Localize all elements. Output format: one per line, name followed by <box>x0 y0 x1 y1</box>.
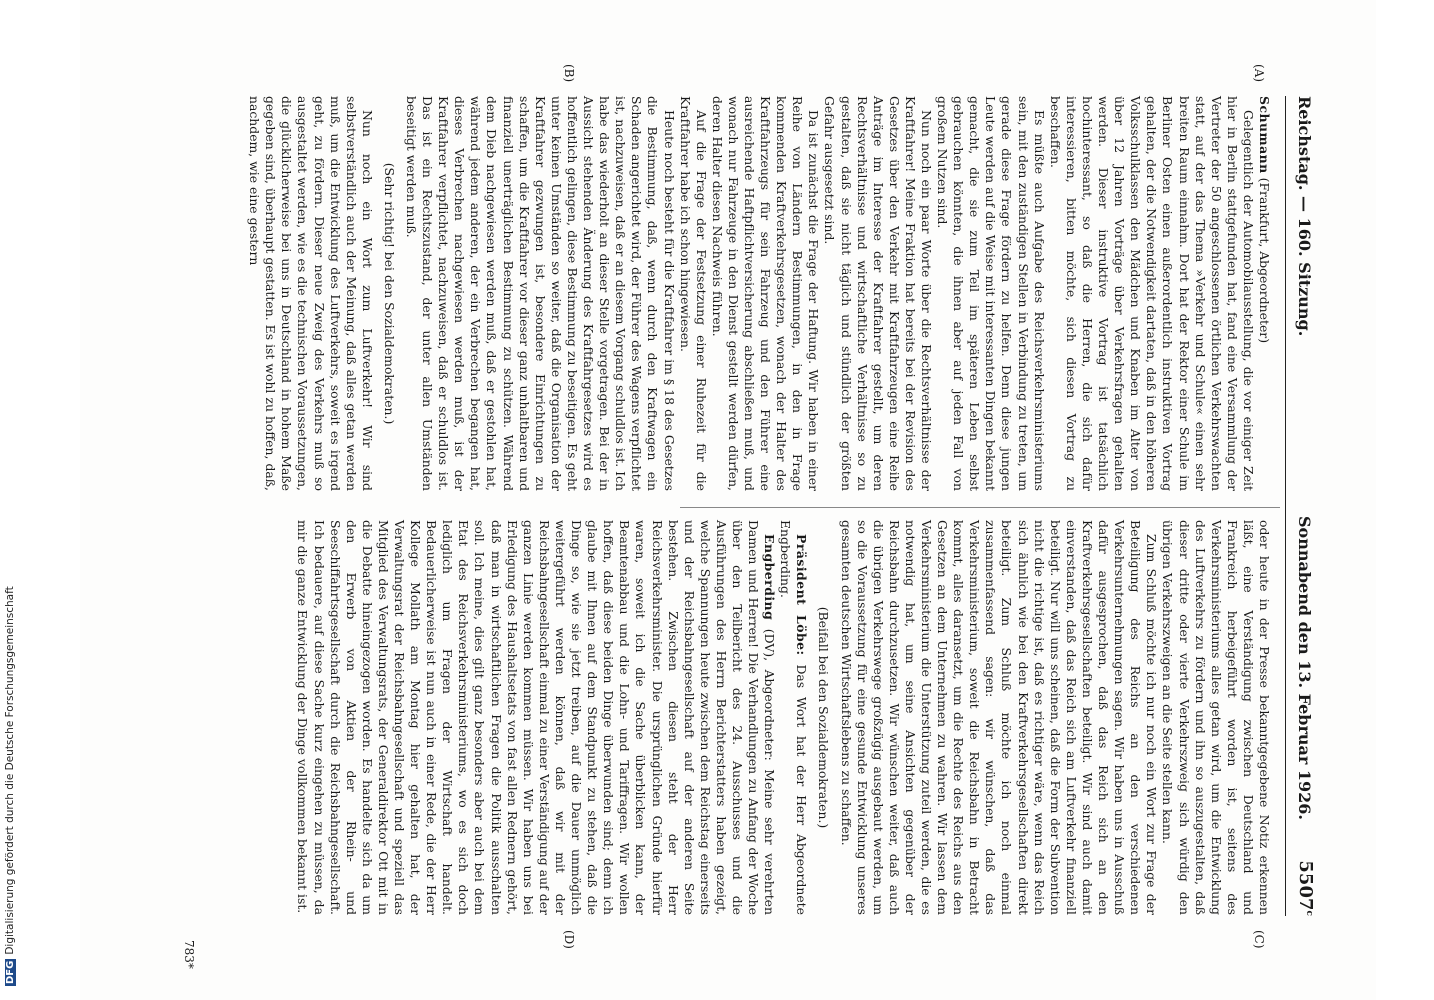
page-header <box>1285 96 1320 916</box>
sheet-mark: 783* <box>182 940 196 969</box>
page-number: 5507$^c$ <box>1295 860 1316 916</box>
paragraph: Es müßte auch Aufgabe des Reichsverkehrsministeriums sein, mit den zuständigen Stellen in Verbindung zu treten, um gerade diese Frage fördern zu helfen. Denn diese jungen Leute werden auf die Weise mit interessanten Dingen bekannt gemacht, die sie zum Teil im späteren Leben selbst gebrauchen könnten, die ihnen aber auf jeden Fall von großem Nutzen sind. <box>935 96 1047 491</box>
header-left: Reichstag. — 160. Sitzung. <box>1295 96 1314 337</box>
paragraph: Nun noch ein Wort zum Luftverkehr! Wir sind selbstverständlich auch der Meinung, daß alles getan werden muß, um die Entwicklung des Luftverkehrs, soweit es irgend geht, zu fördern. Dieser neue Zweig des Verkehrs muß so ausgestaltet werden, wie es die technischen Voraussetzungen, die glücklicherweise bei uns in Deutschland in hohem Maße gegeben sind, überhaupt gestatten. Es ist wohl zu hoffen, daß, nachdem, wie eine gestern <box>247 96 375 491</box>
applause-note: (Beifall bei den Sozialdemokraten.) <box>816 606 832 829</box>
paragraph: Auf die Frage der Festsetzung einer Ruhezeit für die Kraftfahrer habe ich schon hingewiesen. <box>677 96 709 491</box>
paragraph: oder heute in der Presse bekanntgegebene Notiz erkennen läßt, eine Verständigung zwischen Deutschland und Frankreich herbeigeführt worden ist, seitens des Verkehrsministeriums alles getan wird, um die Entwicklung des Luftverkehrs zu fördern und ihn so auszugestalten, daß dieser dritte oder vierte Verkehrszweig sich würdig den übrigen Verkehrszweigen an die Seite stellen kann. <box>1160 520 1272 915</box>
speaker-line: Schumann (Frankfurt, Abgeordneter) <box>1257 96 1272 344</box>
paragraph: Nun noch ein paar Worte über die Rechtsverhältnisse der Kraftfahrer! Meine Fraktion hat bereits bei der Revision des Gesetzes über den Verkehr mit Kraftfahrzeugen eine Reihe Anträge im Interesse der Kraftfahrer gestellt, um deren Rechtsverhältnisse und wirtschaftliche Verhältnisse so zu gestalten, daß sie nicht täglich und stündlich der größten Gefahr ausgesetzt sind. <box>822 96 935 491</box>
header-date: Sonnabend den 13. Februar 1926. <box>1295 516 1314 820</box>
digitization-credit <box>4 14 22 986</box>
margin-letter-a: (A) <box>1252 64 1266 83</box>
digitization-credit-text: Digitalisierung gefördert durch die Deutsche Forschungsgemeinschaft <box>4 586 16 955</box>
applause-note: (Sehr richtig! bei den Sozialdemokraten.) <box>381 162 397 425</box>
paragraph: Gelegentlich der Automobilausstellung, die vor einiger Zeit hier in Berlin stattgefunden hat, fand eine Versammlung der Vertreter der 50 angeschlossenen örtlichen Verkehrswachten statt, auf der das Thema »Verkehr und Schule« einen sehr breiten Raum einnahm. Dort hat der Rektor einer Schule im Berliner Osten einen außerordentlich instruktiven Vortrag gehalten, der die Notwendigkeit dartaten, daß in den höheren Volksschulklassen den Mädchen und Knaben im Alter von über 12 Jahren Vorträge über Verkehrsfragen gehalten werden. Dieser instruktive Vortrag ist tatsächlich hochinteressant, so daß die Herren, die sich dafür interessieren, bitten möchte, sich diesen Vortrag zu beschaffen. <box>1047 96 1256 491</box>
margin-letter-d: (D) <box>562 930 576 949</box>
dfg-logo: DFG <box>5 960 16 984</box>
margin-letter-b: (B) <box>562 64 576 83</box>
scanned-page <box>80 0 1376 1000</box>
margin-letter-c: (C) <box>1252 930 1266 949</box>
speaker-line: Engberding (DV), Abgeordneter: Meine sehr verehrten Damen und Herren! Die Verhandlungen zu Anfang der Woche über den Teilbericht des 24. Ausschusses und die Ausführungen des Herrn Berichterstatters haben gezeigt, welche Spannungen heute zwischen dem Reichstag einerseits und der Reichsbahngesellschaft auf der anderen Seite bestehen. Zwischen diesen steht der Herr Reichsverkehrsminister. Die ursprünglichen Gründe hierfür waren, soweit ich die Sache überblicken kann, der Beamtenabbau und die Lohn- und Tariffragen. Wir wollen hoffen, daß diese beiden Dinge überwunden sind; denn ich glaube mit Ihnen auf dem Standpunkt zu stehen, daß die Dinge so, wie sie jetzt treiben, auf die Dauer unmöglich weitergeführt werden können, daß wir mit der Reichsbahngesellschaft einmal zu einer Verständigung auf der ganzen Linie werden kommen müssen. Wir haben uns bei Erledigung des Haushaltsetats von fast allen Rednern gehört, daß man in wirtschaftlichen Fragen die Politik ausschalten soll. Ich meine, dies gilt ganz besonders aber auch bei dem Etat des Reichsverkehrsministeriums, wo es sich doch lediglich um Fragen der Wirtschaft handelt. Bedauerlicherweise ist nun auch in einer Rede, die der Herr Kollege Mollath am Montag hier gehalten hat, der Verwaltungsrat der Reichsbahngesellschaft und speziell das Mitglied des Verwaltungsrats, der Generaldirektor Ott mit in die Debatte hineingezogen worden. Es handelte sich da um den Erwerb von Aktien der Rhein- und Seeschiffahrtsgesellschaft durch die Reichsbahngesellschaft. Ich bedauere, auf diese Sache kurz eingehen zu müssen, da mir die ganze Entwicklung der Dinge vollkommen bekannt ist. <box>295 520 778 915</box>
paragraph: Heute noch besteht für die Kraftfahrer im § 18 des Gesetzes die Bestimmung, daß, wenn durch den Kraftwagen ein Schaden angerichtet wird, der Führer des Wagens verpflichtet ist, nachzuweisen, daß er an diesem Vorgang schuldlos ist. Ich habe das wiederholt an dieser Stelle vorgetragen. Bei der in Aussicht stehenden Änderung des Kraftfahrgesetzes wird es hoffentlich gelingen, diese Bestimmung zu beseitigen. Es geht unter keinen Umständen so weiter, daß die Organisation der Kraftfahrer gezwungen ist, besondere Einrichtungen zu schaffen, um die Kraftfahrer vor dieser ganz unhaltbaren und finanziell unerträglichen Bestimmung zu schützen. Während dem Dieb nachgewiesen werden muß, daß er gestohlen hat, während jedem anderen, der ein Verbrechen begangen hat, dieses Verbrechen nachgewiesen werden muß, ist der Kraftfahrer verpflichtet, nachzuweisen, daß er schuldlos ist. Das ist ein Rechtszustand, der unter allen Umständen beseitigt werden muß. <box>404 96 677 491</box>
president-line: Präsident Löbe: Das Wort hat der Herr Abgeordnete Engberding. <box>778 520 810 915</box>
column-divider <box>680 507 1280 508</box>
left-column <box>246 96 1272 491</box>
right-column <box>294 520 1272 915</box>
paragraph: Zum Schluß möchte ich nur noch ein Wort zur Frage der Beteiligung des Reichs an den verschiedenen Verkehrsunternehmungen sagen. Wir haben uns in Ausschuß dafür ausgesprochen, daß das Reich sich an den Kraftverkehrsgesellschaften beteiligt. Wir sind auch damit einverstanden, daß das Reich sich am Luftverkehr finanziell beteiligt. Nur will uns scheinen, daß die Form der Subvention nicht die richtige ist, daß es richtiger wäre, wenn das Reich sich ähnlich wie bei den Kraftverkehrsgesellschaften direkt beteiligt. Zum Schluß möchte ich noch einmal zusammenfassend sagen: wir wünschen, daß das Verkehrsministerium, soweit die Reichsbahn in Betracht kommt, alles daransetzt, um die Rechte des Reichs aus den Gesetzen an dem Unternehmen zu wahren. Wir lassen dem Verkehrsministerium die Unterstützung zuteil werden, die es notwendig hat, um seine Ansichten gegenüber der Reichsbahn durchzusetzen. Wir wünschen weiter, daß auch die übrigen Verkehrswege großzügig ausgebaut werden, um so die Voraussetzung für eine gesunde Entwicklung unseres gesamten deutschen Wirtschaftslebens zu schaffen. <box>838 520 1160 915</box>
paragraph: Da ist zunächst die Frage der Haftung. Wir haben in einer Reihe von Ländern Bestimmungen, in den in Frage kommenden Kraftverkehrsgesetzen, wonach der Halter des Kraftfahrzeugs für sein Fahrzeug und den Führer eine ausreichende Haftpflichtversicherung abschließen muß, und wonach nur Fahrzeuge in den Dienst gestellt werden dürfen, deren Halter diesen Nachweis führen. <box>709 96 822 491</box>
